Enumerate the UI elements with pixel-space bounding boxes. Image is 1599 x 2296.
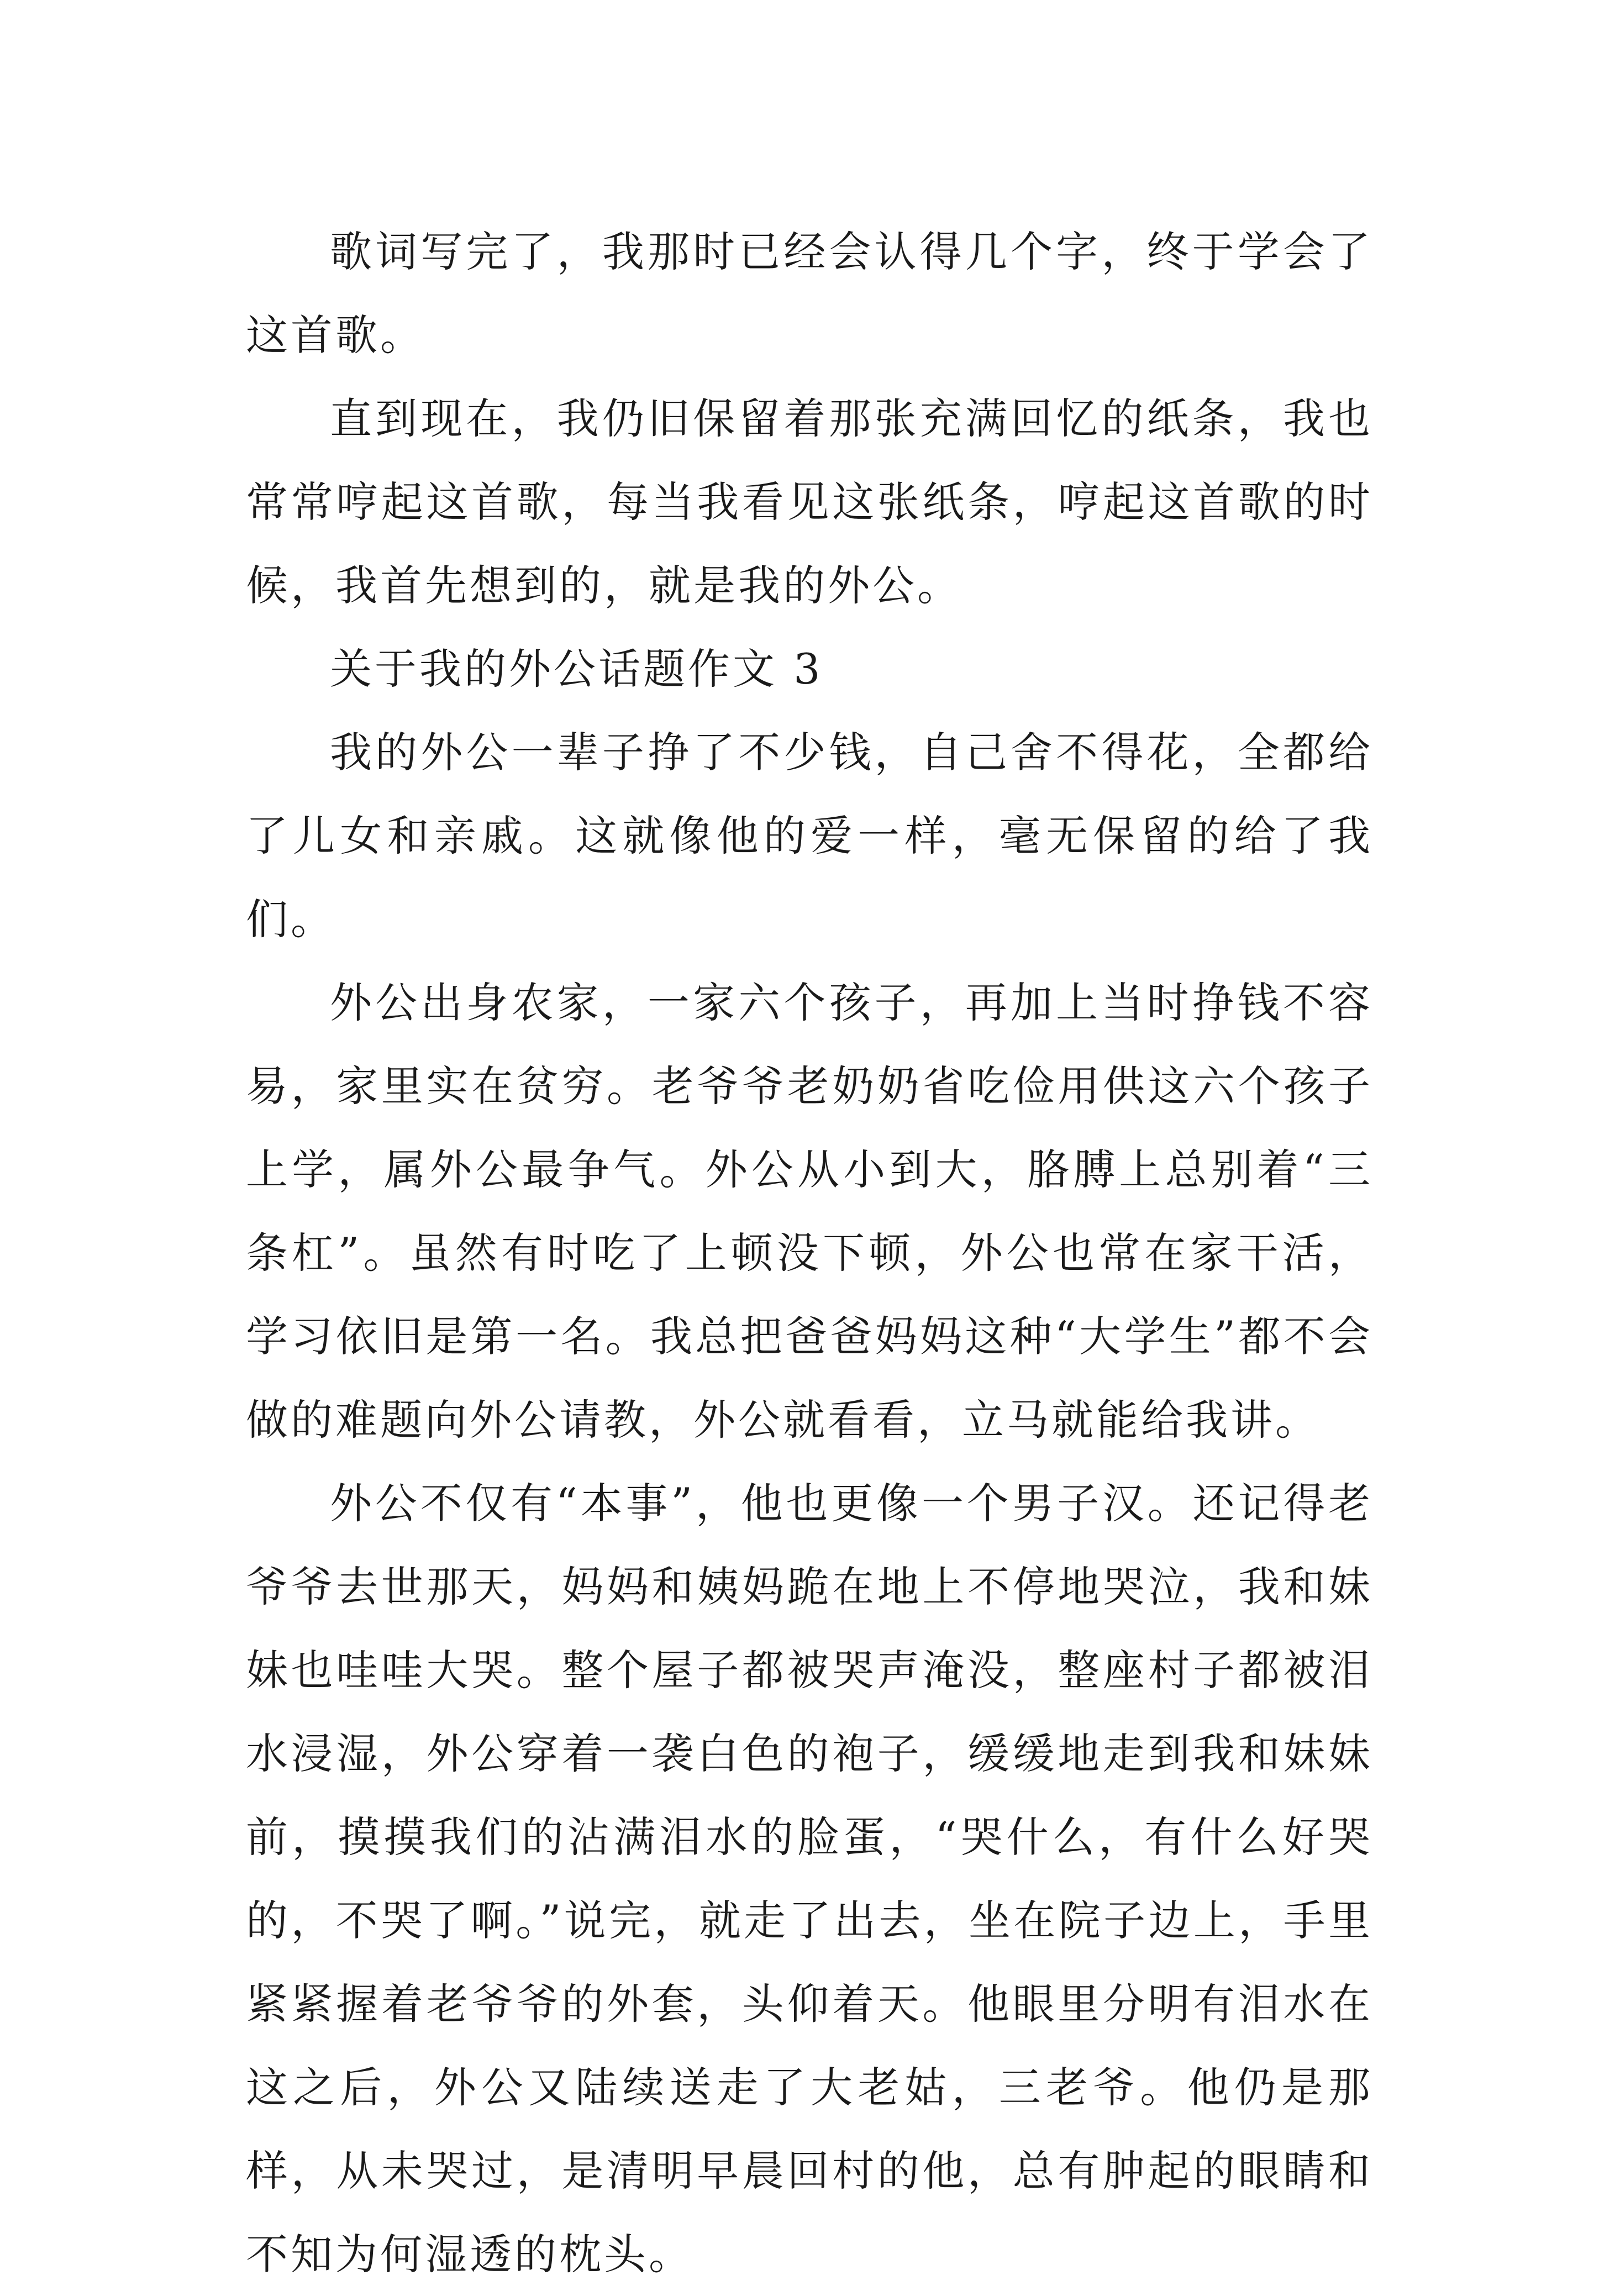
paragraph-grandpa-money: 我的外公一辈子挣了不少钱，自己舍不得花，全都给了儿女和亲戚。这就像他的爱一样，毫无保留的给了我们。 <box>246 728 1373 944</box>
paragraph-grandpa-strength: 外公不仅有“本事”，他也更像一个男子汉。还记得老爷爷去世那天，妈妈和姨妈跪在地上不停地哭泣，我和妹妹也哇哇大哭。整个屋子都被哭声淹没，整座村子都被泪水浸湿，外公穿着一袭白色的袍子，缓缓地走到我和妹妹前，摸摸我们的沾满泪水的脸蛋，“哭什么，有什么好哭的，不哭了啊。”说完，就走了出去，坐在院子边上，手里紧紧握着老爷爷的外套，头仰着天。他眼里分明有泪水在这之后，外公又陆续送走了大老姑，三老爷。他仍是那样，从未哭过，是清明早晨回村的他，总有肿起的眼睛和不知为何湿透的枕头。 <box>246 1479 1373 2279</box>
section-title: 关于我的外公话题作文 3 <box>330 644 823 693</box>
paragraph-lyrics-finished: 歌词写完了，我那时已经会认得几个字，终于学会了这首歌。 <box>246 227 1373 360</box>
document-body <box>246 210 1373 2296</box>
paragraph-keeping-note: 直到现在，我仍旧保留着那张充满回忆的纸条，我也常常哼起这首歌，每当我看见这张纸条，哼起这首歌的时候，我首先想到的，就是我的外公。 <box>246 394 1373 610</box>
paragraph-grandpa-background: 外公出身农家，一家六个孩子，再加上当时挣钱不容易，家里实在贫穷。老爷爷老奶奶省吃俭用供这六个孩子上学，属外公最争气。外公从小到大，胳膊上总别着“三条杠”。虽然有时吃了上顿没下顿，外公也常在家干活，学习依旧是第一名。我总把爸爸妈妈这种“大学生”都不会做的难题向外公请教，外公就看看，立马就能给我讲。 <box>246 978 1373 1444</box>
